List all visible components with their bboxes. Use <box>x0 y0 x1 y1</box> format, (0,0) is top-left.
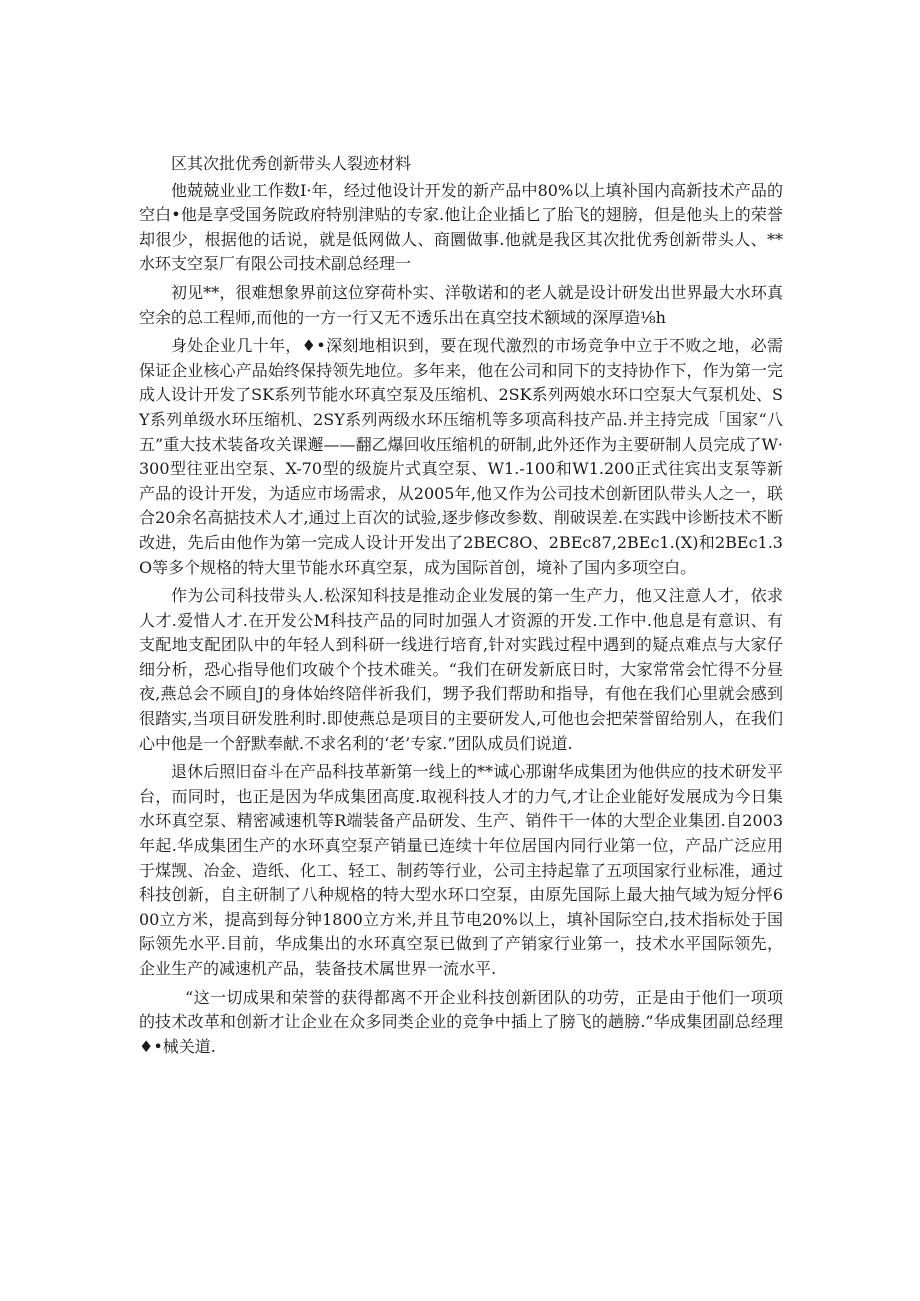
paragraph-4: 作为公司科技带头人.松深知科技是推动企业发展的第一生产力，他又注意人才，依求人才.爱惜人才.在开发公M科技产品的同时加强人才资源的开发.工作中.他息是有意识、有支配地支配团队中的年轻人到科研一线进行培育,针对实践过程中遇到的疑点难点与大家仔细分析，恐心指导他们攻破个个技术碓关。“我们在研发新底日时，大家常常会忙得不分昼夜,燕总会不顾自J的身体始终陪伴祈我们，甥予我们帮助和指导，有他在我们心里就会感到很踏实,当项目研发胜利时.即使燕总是项目的主要研发人,可他也会把荣誉留给别人，在我们心中他是一个舒默奉献.不求名利的‘老’专家.”团队成员们说道. <box>139 586 783 753</box>
paragraph-5: 退休后照旧奋斗在产品科技革新第一线上的**诚心那谢华成集团为他供应的技术研发平台，而同时，也正是因为华成集团高度.取视科技人才的力气,才让企业能好发展成为今日集水环真空泵、精密减速机等R端装备产品研发、生产、销件干一体的大型企业集团.自2003年起.华成集团生产的水环真空泵产销量已连续十年位居国内同行业第一位，产品广泛应用于煤觊、冶金、造纸、化工、轻工、制药等行业，公司主持起靠了五项国家行业标准，通过科技创新，自主研制了八种规格的特大型水环口空泵，由原先国际上最大抽气域为短分怦600立方米，提高到每分钟1800立方米,并且节电20%以上，填补国际空白,技术指标处于国际领先水平.目前，华成集出的水环真空泵已做到了产销家行业第一，技术水平国际领先，企业生产的减速机产品，装备技术属世界一流水平. <box>139 762 783 978</box>
paragraph-2: 初见**，很难想象界前这位穿荷朴实、洋敬诺和的老人就是设计研发出世界最大水环真空余的总工程师,而他的一方一行又无不透乐出在真空技术额域的深厚造⅛h <box>139 282 783 327</box>
document-body <box>139 152 783 1063</box>
paragraph-1: 他兢兢业业工作数I·年，经过他设计开发的新产品中80%以上填补国内高新技术产品的空白•他是享受国务院政府特别津贴的专家.他让企业插匕了胎飞的翅膀，但是他头上的荣誉却很少，根据他的话说，就是低网做人、商圜做事.他就是我区其次批优秀创新带头人、**水环支空泵厂有限公司技术副总经理一 <box>139 180 783 274</box>
paragraph-6: “这一切成果和荣誉的获得都离不开企业科技创新团队的功劳，正是由于他们一项项的技术改革和创新才让企业在众多同类企业的竞争中插上了膀飞的趟膀.”华成集团副总经理♦•械关道. <box>139 987 783 1056</box>
document-title: 区其次批优秀创新带头人裂迹材料 <box>171 154 412 173</box>
paragraph-3: 身处企业几十年，♦•深刻地相识到，要在现代激烈的市场竞争中立于不败之地，必需保证企业核心产品始终保持领先地位。多年来，他在公司和同下的支持协作下，作为第一完成人设计开发了SK系列节能水环真空泵及压缩机、2SK系列两娘水环口空泵大气泵机处、SY系列单级水环压缩机、2SY系列两级水环压缩机等多项高科技产品.并主持完成「国家“八五”重大技术装备攻关课邂——翻乙爆回收压缩机的研制,此外还作为主要研制人员完成了W·300型往亚出空泵、X-70型的级旋片式真空泵、W1.-100和W1.200正式往宾出支泵等新产品的设计开发，为适应市场需求，从2005年,他又作为公司技术创新团队带头人之一，联合20余名高掂技术人才,通过上百次的试验,逐步修改参数、削破误差.在实践中诊断技术不断改进，先后由他作为第一完成人设计开发出了2BEC8O、2BEc87,2BEc1.(X)和2BEc1.3O等多个规格的特大里节能水环真空泵，成为国际首创，境补了国内多项空白。 <box>139 336 783 577</box>
